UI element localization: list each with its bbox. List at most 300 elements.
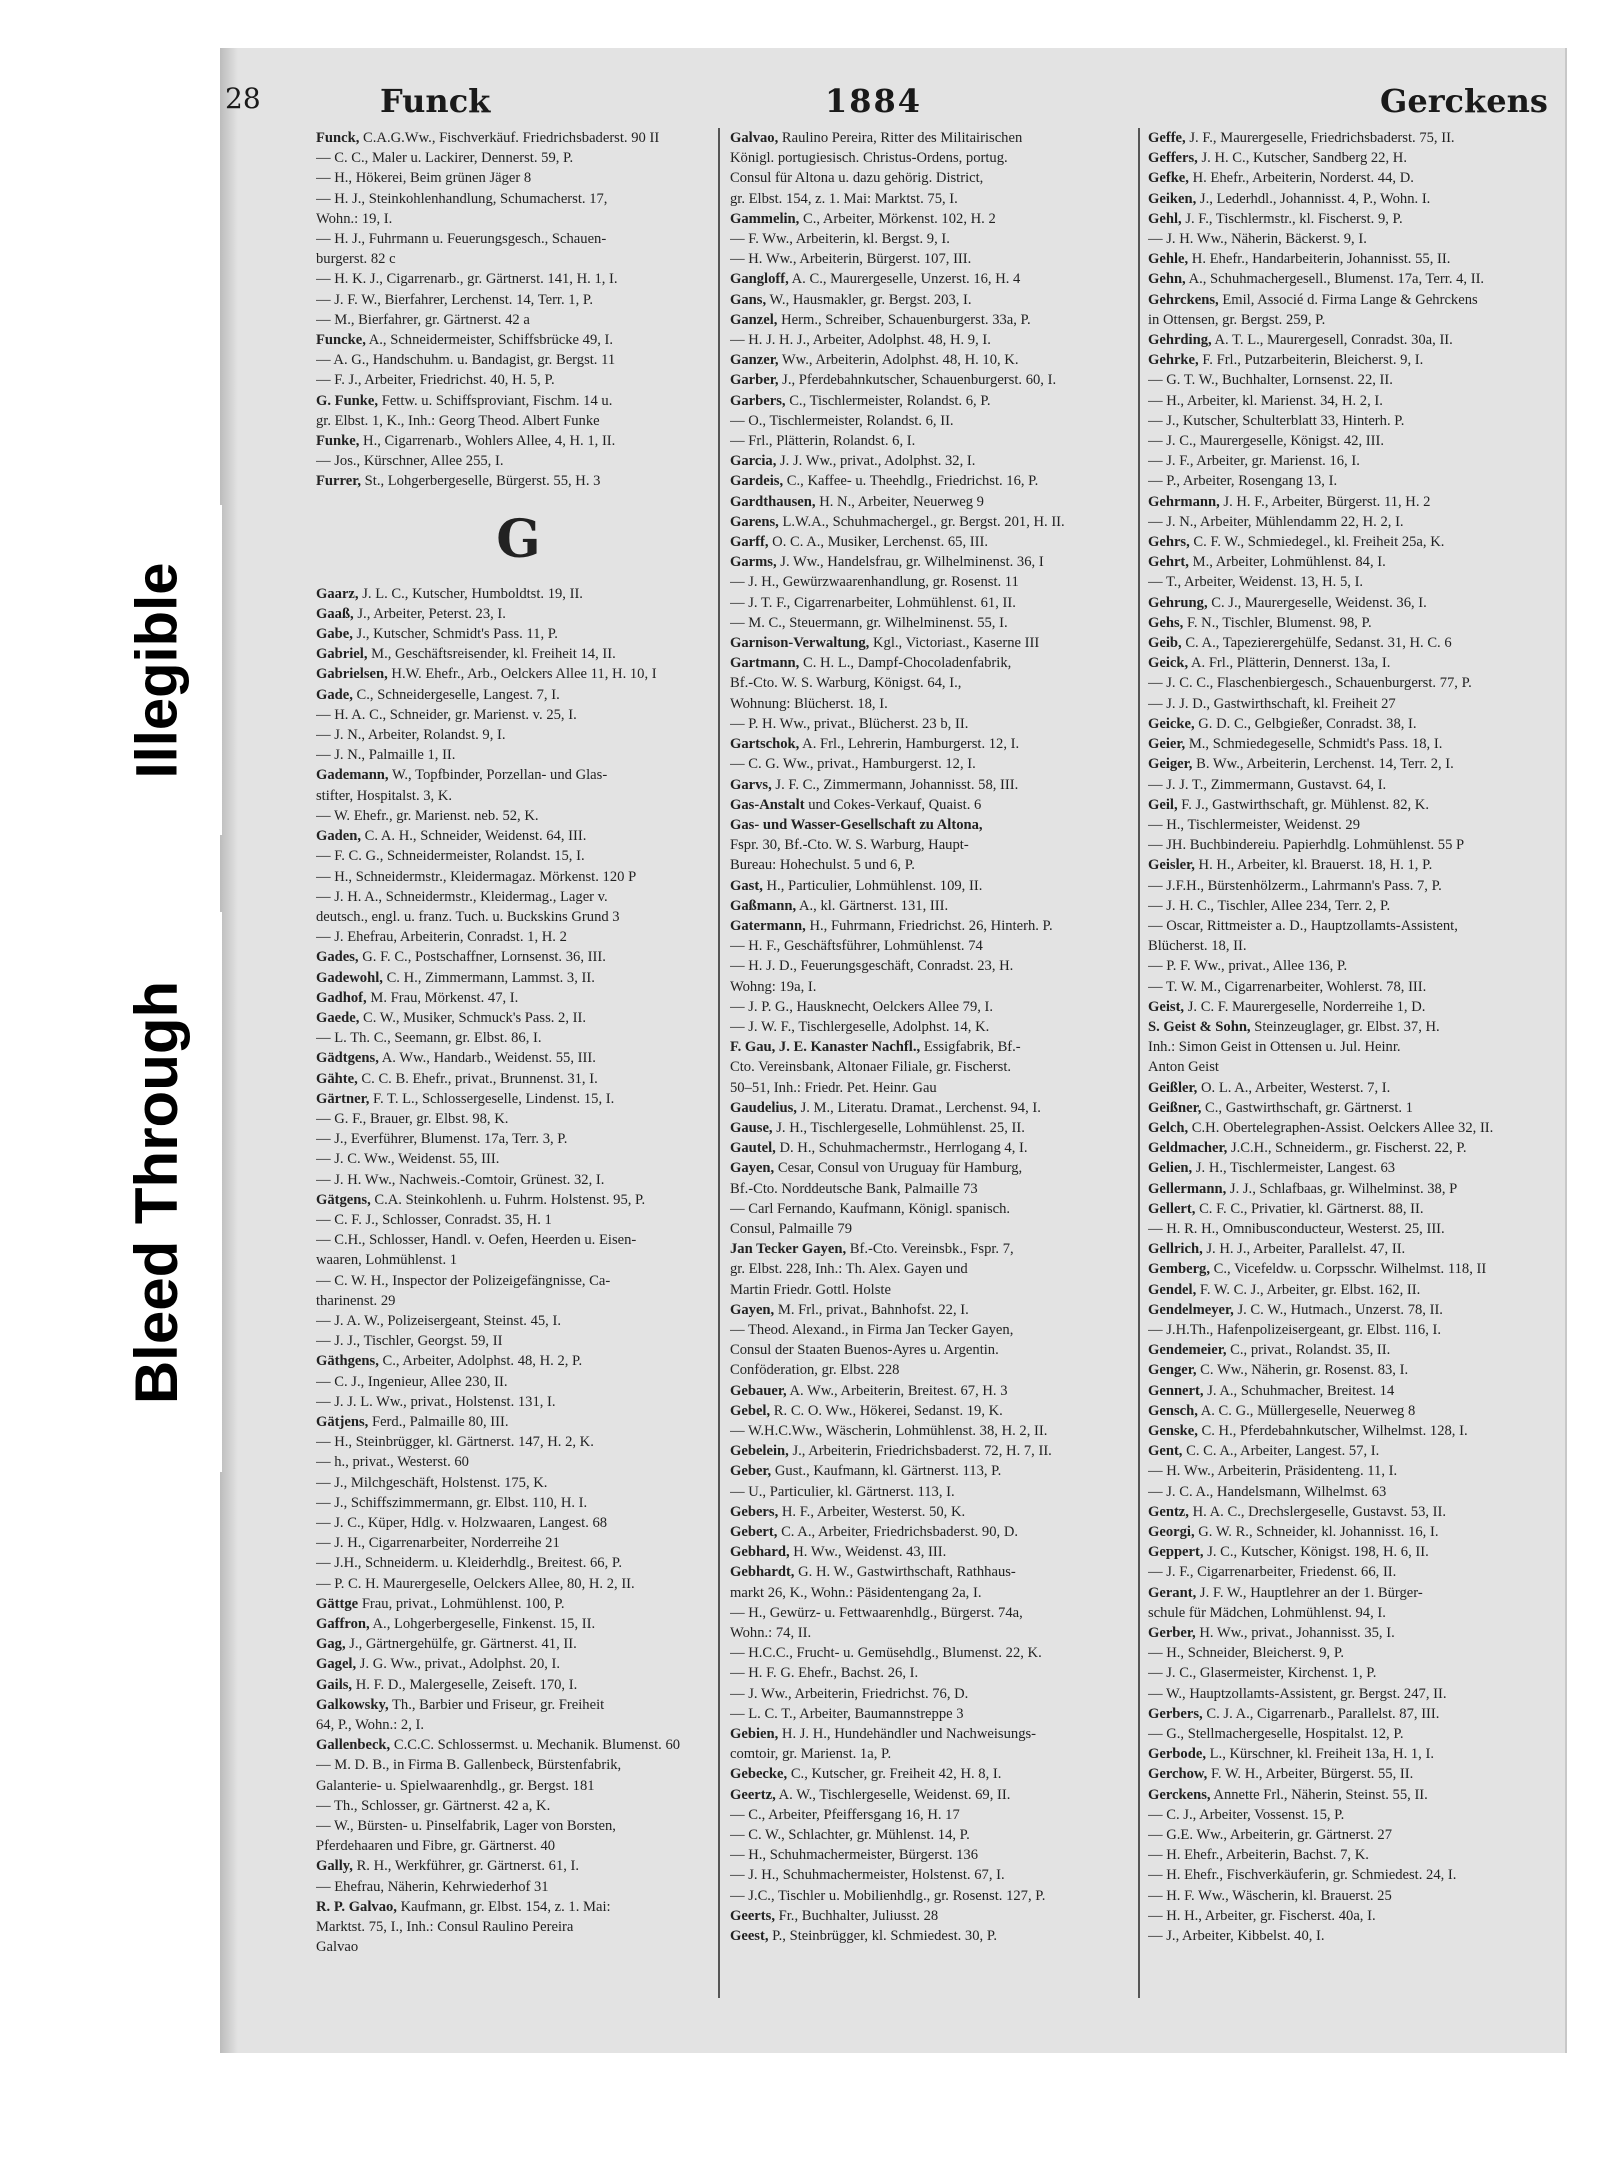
directory-entry (730, 1805, 1135, 1825)
directory-entry (316, 1675, 721, 1695)
entry-details: — G., Stellmachergeselle, Hospitalst. 12, P. (1148, 1726, 1404, 1743)
entry-details: — J. H. C., Tischler, Allee 234, Terr. 2, P. (1148, 897, 1391, 914)
entry-name: Gerant, (1148, 1584, 1197, 1601)
entry-details: Bf.-Cto. Vereinsbk., Fspr. 7, (849, 1241, 1014, 1258)
entry-name: Ganzel, (730, 311, 778, 328)
entry-details: — H. Ehefr., Arbeiterin, Bachst. 7, K. (1148, 1847, 1369, 1864)
entry-details: J. H., Tischlermeister, Langest. 63 (1195, 1160, 1396, 1177)
entry-name: Gemberg, (1148, 1261, 1211, 1278)
entry-name: Gebauer, (730, 1382, 787, 1399)
column-divider (1138, 128, 1140, 1998)
entry-name: Geppert, (1148, 1544, 1204, 1561)
entry-name: Jan Tecker Gayen, (730, 1241, 847, 1258)
directory-entry (1148, 1764, 1553, 1784)
directory-entry (316, 1654, 721, 1674)
entry-details: — U., Particulier, kl. Gärtnerst. 113, I. (730, 1483, 955, 1500)
entry-details: — J. H., Schuhmachermeister, Holstenst. 67, I. (730, 1867, 1005, 1884)
entry-name: Gadhof, (316, 989, 367, 1006)
entry-details: J. F., Tischlermstr., kl. Fischerst. 9, P. (1185, 210, 1403, 227)
entry-details: — J.H.Th., Hafenpolizeisergeant, gr. Elbst. 116, I. (1148, 1321, 1442, 1338)
entry-details: J. J., Schlafbaas, gr. Wilhelminst. 38, P (1229, 1180, 1458, 1197)
directory-entry (1148, 411, 1553, 431)
directory-entry (1148, 269, 1553, 289)
entry-details: — C.H., Schlosser, Handl. v. Oefen, Heerden u. Eisen- (316, 1232, 637, 1249)
directory-entry (730, 1764, 1135, 1784)
entry-details: — H. F., Geschäftsführer, Lohmühlenst. 74 (730, 938, 983, 955)
directory-entry (1148, 1118, 1553, 1138)
entry-details: G. H. W., Gastwirthschaft, Rathhaus- (798, 1564, 1016, 1581)
entry-details: M. Frau, Mörkenst. 47, I. (370, 989, 519, 1006)
entry-details: C., Arbeiter, Adolphst. 48, H. 2, P. (382, 1353, 583, 1370)
entry-details: — H., Tischlermeister, Weidenst. 29 (1148, 816, 1361, 833)
entry-name: Funck, (316, 130, 360, 146)
entry-details: J., Gärtnergehülfe, gr. Gärtnerst. 41, II. (349, 1636, 577, 1653)
directory-entry (1148, 1401, 1553, 1421)
entry-details: A. T. L., Maurergesell, Conradst. 30a, II. (1214, 332, 1453, 349)
directory-entry (1148, 512, 1553, 532)
entry-details: J. C., Kutscher, Königst. 198, H. 6, II. (1207, 1544, 1429, 1561)
directory-entry (316, 269, 721, 289)
entry-name: Gaßmann, (730, 897, 797, 914)
entry-details: — T., Arbeiter, Weidenst. 13, H. 5, I. (1148, 574, 1364, 591)
entry-details: — J. J. T., Zimmermann, Gustavst. 64, I. (1148, 776, 1387, 793)
directory-entry (316, 1250, 721, 1270)
directory-entry (1148, 431, 1553, 451)
directory-entry (730, 128, 1135, 148)
directory-entry (730, 1603, 1135, 1623)
directory-entry (730, 310, 1135, 330)
entry-details: H., Cigarrenarb., Wohlers Allee, 4, H. 1, II. (363, 433, 616, 450)
entry-details: — J.F.H., Bürstenhölzerm., Lahrmann's Pass. 7, P. (1148, 877, 1442, 894)
entry-details: H. A. C., Drechslergeselle, Gustavst. 53, II. (1192, 1503, 1447, 1520)
entry-details: — A. G., Handschuhm. u. Bandagist, gr. Bergst. 11 (316, 352, 616, 369)
directory-entry (1148, 1098, 1553, 1118)
directory-entry (316, 471, 721, 491)
entry-details: — H., Steinbrügger, kl. Gärtnerst. 147, H. 2, K. (316, 1434, 594, 1451)
entry-details: C., Tischlermeister, Rolandst. 6, P. (789, 392, 991, 409)
directory-entry (1148, 1381, 1553, 1401)
entry-name: R. P. Galvao, (316, 1898, 397, 1915)
entry-name: Gagel, (316, 1656, 357, 1673)
directory-entry (730, 451, 1135, 471)
directory-entry (1148, 1522, 1553, 1542)
entry-details: A. Ww., Arbeiterin, Breitest. 67, H. 3 (789, 1382, 1008, 1399)
entry-details: G. F. C., Postschaffner, Lornsenst. 36, III. (362, 949, 606, 966)
entry-name: Gehrke, (1148, 352, 1199, 369)
directory-entry (1148, 1583, 1553, 1603)
directory-entry (1148, 1057, 1553, 1077)
entry-details: — J. C., Küper, Hdlg. v. Holzwaaren, Langest. 68 (316, 1515, 608, 1531)
entry-details: — W. Ehefr., gr. Marienst. neb. 52, K. (316, 807, 539, 824)
entry-details: — F. Ww., Arbeiterin, kl. Bergst. 9, I. (730, 231, 950, 248)
entry-details: C. W., Musiker, Schmuck's Pass. 2, II. (363, 1009, 587, 1026)
entry-details: Bureau: Hohechulst. 5 und 6, P. (730, 857, 915, 874)
directory-entry (1148, 1320, 1553, 1340)
directory-entry (1148, 310, 1553, 330)
entry-name: Gebers, (730, 1503, 779, 1520)
directory-entry (730, 1138, 1135, 1158)
directory-entry (1148, 734, 1553, 754)
entry-details: C. H. L., Dampf-Chocoladenfabrik, (802, 655, 1012, 672)
directory-entry (730, 1461, 1135, 1481)
directory-entry (316, 290, 721, 310)
directory-entry (316, 887, 721, 907)
directory-entry (316, 1715, 721, 1735)
entry-name: Gehrckens, (1148, 291, 1219, 308)
directory-entry (1148, 613, 1553, 633)
entry-name: Garber, (730, 372, 779, 389)
entry-details: — J. J., Tischler, Georgst. 59, II (316, 1333, 503, 1350)
entry-details: H. Ww., Weidenst. 43, III. (793, 1544, 947, 1561)
directory-entry (1148, 714, 1553, 734)
entry-details: O. L. A., Arbeiter, Westerst. 7, I. (1200, 1079, 1391, 1096)
directory-entry (316, 1089, 721, 1109)
entry-name: Georgi, (1148, 1524, 1195, 1541)
directory-entry (730, 633, 1135, 653)
directory-entry (316, 411, 721, 431)
directory-entry (1148, 916, 1553, 936)
entry-name: Gätgens, (316, 1191, 371, 1208)
directory-entry (730, 229, 1135, 249)
entry-name: Gabrielsen, (316, 666, 388, 683)
entry-details: Raulino Pereira, Ritter des Militairischen (781, 130, 1023, 146)
directory-entry (1148, 876, 1553, 896)
directory-entry (730, 694, 1135, 714)
entry-details: J. C. W., Hutmach., Unzerst. 78, II. (1237, 1301, 1443, 1318)
entry-name: Genske, (1148, 1423, 1198, 1439)
entry-name: Gellrich, (1148, 1241, 1203, 1258)
entry-details: L.W.A., Schuhmachergel., gr. Bergst. 201, H. II. (782, 513, 1065, 530)
entry-details: — O., Tischlermeister, Rolandst. 6, II. (730, 412, 954, 429)
entry-details: — J. F., Arbeiter, gr. Marienst. 16, I. (1148, 453, 1360, 470)
entry-details: waaren, Lohmühlenst. 1 (316, 1252, 458, 1269)
entry-details: — J. N., Arbeiter, Mühlendamm 22, H. 2, I. (1148, 513, 1404, 530)
directory-entry (730, 209, 1135, 229)
directory-entry (316, 1291, 721, 1311)
entry-name: Garvs, (730, 776, 772, 793)
entry-name: Gautel, (730, 1140, 776, 1157)
entry-name: Gayen, (730, 1301, 775, 1318)
entry-details: — F. J., Arbeiter, Friedrichst. 40, H. 5, P. (316, 372, 555, 389)
entry-details: M., Geschäftsreisender, kl. Freiheit 14, II. (371, 646, 616, 663)
entry-details: — H. J. D., Feuerungsgeschäft, Conradst. 23, H. (730, 958, 1014, 975)
entry-details: H., Fuhrmann, Friedrichst. 26, Hinterh. P. (809, 917, 1053, 934)
entry-name: Furrer, (316, 473, 361, 490)
entry-name: S. Geist & Sohn, (1148, 1018, 1251, 1035)
entry-details: — J. H. Ww., Nachweis.-Comtoir, Grünest. 32, I. (316, 1171, 605, 1188)
entry-details: H.W. Ehefr., Arb., Oelckers Allee 11, H. 10, I (391, 666, 657, 683)
entry-name: Gehle, (1148, 251, 1189, 268)
entry-name: Garms, (730, 554, 777, 571)
directory-entry (316, 310, 721, 330)
directory-entry (730, 593, 1135, 613)
directory-entry (1148, 350, 1553, 370)
entry-name: Gendel, (1148, 1281, 1197, 1298)
directory-entry (316, 1897, 721, 1917)
directory-entry (730, 1037, 1135, 1057)
directory-entry (316, 1271, 721, 1291)
directory-entry (1148, 1138, 1553, 1158)
entry-name: Gaden, (316, 828, 362, 845)
entry-details: H. Ehefr., Handarbeiterin, Johannisst. 55, II. (1191, 251, 1451, 268)
entry-details: A., Schuhmachergesell., Blumenst. 17a, Terr. 4, II. (1188, 271, 1485, 288)
entry-details: Cto. Vereinsbank, Altonaer Filiale, gr. Fischerst. (730, 1059, 1012, 1076)
directory-entry (1148, 330, 1553, 350)
directory-entry (316, 128, 721, 148)
directory-entry (730, 1300, 1135, 1320)
entry-details: Martin Friedr. Gottl. Holste (730, 1281, 891, 1298)
directory-entry (316, 786, 721, 806)
entry-name: Geiken, (1148, 190, 1197, 207)
directory-entry (316, 1048, 721, 1068)
entry-details: — C., Arbeiter, Pfeiffersgang 16, H. 17 (730, 1806, 960, 1823)
entry-details: M., Arbeiter, Lohmühlenst. 84, I. (1192, 554, 1386, 571)
entry-details: deutsch., engl. u. franz. Tuch. u. Buckskins Grund 3 (316, 908, 620, 925)
entry-details: — F. C. G., Schneidermeister, Rolandst. 15, I. (316, 848, 585, 865)
directory-entry (730, 1845, 1135, 1865)
directory-entry (730, 1926, 1135, 1946)
entry-name: Gades, (316, 949, 359, 966)
directory-entry (730, 1421, 1135, 1441)
entry-name: Gerchow, (1148, 1766, 1208, 1783)
directory-entry (316, 624, 721, 644)
directory-entry (1148, 1179, 1553, 1199)
directory-entry (1148, 1704, 1553, 1724)
entry-name: Gehs, (1148, 614, 1184, 631)
directory-entry (316, 664, 721, 684)
directory-entry (730, 471, 1135, 491)
directory-entry (1148, 1502, 1553, 1522)
header-right-catchword: Gerckens (1380, 82, 1548, 120)
entry-name: Gehn, (1148, 271, 1186, 288)
directory-entry (316, 947, 721, 967)
entry-details: Galvao (316, 1939, 359, 1956)
entry-details: F. W. C. J., Arbeiter, gr. Elbst. 162, II. (1199, 1281, 1421, 1298)
directory-entry (316, 1614, 721, 1634)
entry-details: C. Ww., Näherin, gr. Rosenst. 83, I. (1200, 1362, 1409, 1379)
directory-entry (316, 846, 721, 866)
directory-entry (730, 855, 1135, 875)
entry-details: markt 26, K., Wohn.: Päsidentengang 2a, I. (730, 1584, 982, 1601)
directory-entry (730, 189, 1135, 209)
directory-entry (730, 249, 1135, 269)
entry-details: R. H., Werkführer, gr. Gärtnerst. 61, I. (356, 1858, 580, 1875)
entry-name: Gas-Anstalt (730, 796, 805, 813)
directory-entry (1148, 1239, 1553, 1259)
directory-entry (1148, 168, 1553, 188)
entry-details: — J. A. W., Polizeisergeant, Steinst. 45, I. (316, 1312, 561, 1329)
entry-details: — H., Schneidermstr., Kleidermagaz. Mörkenst. 120 P (316, 868, 637, 885)
directory-entry (730, 1562, 1135, 1582)
page-number: 28 (225, 82, 261, 115)
directory-entry (316, 1553, 721, 1573)
entry-name: Gähte, (316, 1070, 358, 1087)
directory-entry (1148, 249, 1553, 269)
directory-entry (1148, 492, 1553, 512)
entry-details: — J. H. Ww., Näherin, Bäckerst. 9, I. (1148, 231, 1367, 248)
entry-details: — H., Schneider, Bleicherst. 9, P. (1148, 1645, 1344, 1662)
entry-name: Geest, (730, 1928, 769, 1945)
entry-name: Gädtgens, (316, 1050, 379, 1067)
entry-name: Gent, (1148, 1443, 1183, 1460)
entry-name: Gebecke, (730, 1766, 788, 1783)
entry-details: — Jos., Kürschner, Allee 255, I. (316, 453, 504, 470)
entry-name: Garff, (730, 534, 769, 551)
entry-details: — H., Schuhmachermeister, Bürgerst. 136 (730, 1847, 979, 1864)
entry-details: Emil, Associé d. Firma Lange & Gehrckens (1222, 291, 1478, 308)
directory-column-3 (1148, 128, 1553, 1946)
directory-entry (730, 330, 1135, 350)
entry-details: C. F. W., Schmiedegel., kl. Freiheit 25a, K. (1193, 534, 1445, 551)
entry-name: G. Funke, (316, 392, 379, 409)
entry-details: F. N., Tischler, Blumenst. 98, P. (1186, 614, 1372, 631)
directory-entry (730, 1684, 1135, 1704)
entry-details: Conföderation, gr. Elbst. 228 (730, 1362, 900, 1379)
illegible-annotation-label: Illegible (92, 505, 222, 835)
directory-entry (730, 1381, 1135, 1401)
entry-name: Geisler, (1148, 857, 1195, 874)
entry-name: Gails, (316, 1676, 353, 1693)
directory-entry (316, 1796, 721, 1816)
entry-details: J. M., Literatu. Dramat., Lerchenst. 94, I. (800, 1099, 1041, 1116)
directory-entry (1148, 997, 1553, 1017)
entry-name: Geber, (730, 1463, 772, 1480)
entry-name: Gast, (730, 877, 763, 894)
directory-entry (1148, 754, 1553, 774)
directory-entry (316, 1432, 721, 1452)
directory-entry (316, 806, 721, 826)
directory-entry (1148, 1865, 1553, 1885)
directory-entry (730, 1017, 1135, 1037)
directory-entry (730, 1785, 1135, 1805)
entry-details: — Ehefrau, Näherin, Kehrwiederhof 31 (316, 1878, 549, 1895)
directory-entry (1148, 552, 1553, 572)
entry-details: — J. H., Cigarrenarbeiter, Norderreihe 21 (316, 1535, 560, 1552)
entry-details: Herm., Schreiber, Schauenburgerst. 33a, P. (781, 311, 1031, 328)
directory-entry (730, 290, 1135, 310)
entry-details: — J. N., Palmaille 1, II. (316, 747, 456, 764)
entry-details: J., Arbeiter, Peterst. 23, I. (357, 605, 506, 622)
entry-details: C.C.C. Schlossermst. u. Mechanik. Blumenst. 60 (393, 1737, 681, 1754)
entry-details: gr. Elbst. 228, Inh.: Th. Alex. Gayen und (730, 1261, 968, 1278)
entry-details: Ferd., Palmaille 80, III. (371, 1413, 509, 1430)
entry-name: Gennert, (1148, 1382, 1204, 1399)
entry-name: Gehrding, (1148, 332, 1212, 349)
entry-name: Gade, (316, 686, 353, 703)
entry-details: Th., Barbier und Friseur, gr. Freiheit (391, 1696, 605, 1713)
entry-details: J. L. C., Kutscher, Humboldtst. 19, II. (362, 585, 583, 602)
entry-details: — J. P. G., Hausknecht, Oelckers Allee 79, I. (730, 998, 994, 1015)
entry-name: Gabriel, (316, 646, 368, 663)
entry-details: C., Schneidergeselle, Langest. 7, I. (356, 686, 560, 703)
directory-entry (316, 1594, 721, 1614)
directory-entry (730, 1098, 1135, 1118)
entry-details: — J. T. F., Cigarrenarbeiter, Lohmühlenst. 61, II. (730, 594, 1016, 611)
entry-name: Gehl, (1148, 210, 1182, 227)
entry-name: Genger, (1148, 1362, 1197, 1379)
entry-details: — J., Arbeiter, Kibbelst. 40, I. (1148, 1928, 1325, 1945)
entry-details: — G.E. Ww., Arbeiterin, gr. Gärtnerst. 27 (1148, 1827, 1392, 1844)
entry-details: J. C. F. Maurergeselle, Norderreihe 1, D. (1187, 998, 1426, 1015)
entry-details: — J. Ehefrau, Arbeiterin, Conradst. 1, H. 2 (316, 929, 567, 946)
directory-entry (316, 867, 721, 887)
directory-entry (730, 1057, 1135, 1077)
entry-details: J., Kutscher, Schmidt's Pass. 11, P. (356, 626, 558, 643)
directory-entry (316, 229, 721, 249)
entry-details: — H.C.C., Frucht- u. Gemüsehdlg., Blumenst. 22, K. (730, 1645, 1042, 1662)
directory-entry (730, 997, 1135, 1017)
entry-details: H. Ww., privat., Johannisst. 35, I. (1199, 1625, 1395, 1642)
directory-entry (730, 876, 1135, 896)
entry-details: 50–51, Inh.: Friedr. Pet. Heinr. Gau (730, 1079, 937, 1096)
directory-entry (730, 512, 1135, 532)
entry-details: M., Schmiedegeselle, Schmidt's Pass. 18, I. (1188, 736, 1443, 753)
entry-details: A. C. G., Müllergeselle, Neuerweg 8 (1200, 1402, 1416, 1419)
entry-details: gr. Elbst. 154, z. 1. Mai: Marktst. 75, I. (730, 190, 958, 207)
entry-details: burgerst. 82 c (316, 251, 396, 268)
directory-entry (316, 907, 721, 927)
entry-details: Wohn.: 74, II. (730, 1625, 812, 1642)
directory-entry (316, 1776, 721, 1796)
directory-entry (1148, 1441, 1553, 1461)
directory-entry (316, 1170, 721, 1190)
entry-details: J. F., Maurergeselle, Friedrichsbaderst. 75, II. (1189, 130, 1455, 146)
directory-entry (316, 826, 721, 846)
entry-details: Frau, privat., Lohmühlenst. 100, P. (361, 1595, 565, 1612)
entry-details: — J. C., Glasermeister, Kirchenst. 1, P. (1148, 1665, 1377, 1682)
entry-name: Ganzer, (730, 352, 779, 369)
directory-entry (730, 815, 1135, 835)
entry-name: Gaaß, (316, 605, 354, 622)
directory-entry (316, 1473, 721, 1493)
entry-details: — M. D. B., in Firma B. Gallenbeck, Bürstenfabrik, (316, 1757, 622, 1774)
directory-entry (1148, 593, 1553, 613)
entry-details: Königl. portugiesisch. Christus-Ordens, portug. (730, 150, 1008, 167)
directory-entry (316, 765, 721, 785)
directory-entry (730, 269, 1135, 289)
directory-entry (316, 725, 721, 745)
entry-name: Geißler, (1148, 1079, 1198, 1096)
entry-name: Gaudelius, (730, 1099, 797, 1116)
directory-entry (730, 148, 1135, 168)
directory-entry (1148, 1562, 1553, 1582)
entry-details: — J., Schiffszimmermann, gr. Elbst. 110, H. I. (316, 1494, 588, 1511)
entry-name: Gaffron, (316, 1616, 370, 1633)
directory-page (220, 48, 1567, 2053)
entry-details: J. H. J., Arbeiter, Parallelst. 47, II. (1206, 1241, 1406, 1258)
directory-entry (316, 1392, 721, 1412)
entry-name: Gangloff, (730, 271, 789, 288)
entry-details: — H. J., Steinkohlenhandlung, Schumacherst. 17, (316, 190, 608, 207)
directory-entry (730, 653, 1135, 673)
directory-entry (316, 1331, 721, 1351)
directory-entry (730, 1401, 1135, 1421)
directory-entry (316, 431, 721, 451)
entry-details: A., Lohgerbergeselle, Finkenst. 15, II. (372, 1616, 596, 1633)
entry-name: Geißner, (1148, 1099, 1202, 1116)
directory-entry (316, 391, 721, 411)
entry-details: — C. W., Schlachter, gr. Mühlenst. 14, P. (730, 1827, 970, 1844)
entry-details: — P. F. Ww., privat., Allee 136, P. (1148, 958, 1348, 975)
entry-name: Gehrs, (1148, 534, 1190, 551)
directory-entry (316, 370, 721, 390)
entry-details: Kaufmann, gr. Elbst. 154, z. 1. Mai: (400, 1898, 611, 1915)
directory-entry (1148, 391, 1553, 411)
directory-entry (1148, 1199, 1553, 1219)
entry-details: Consul, Palmaille 79 (730, 1220, 853, 1237)
entry-details: — J. F. W., Bierfahrer, Lerchenst. 14, Terr. 1, P. (316, 291, 594, 308)
directory-entry (1148, 128, 1553, 148)
